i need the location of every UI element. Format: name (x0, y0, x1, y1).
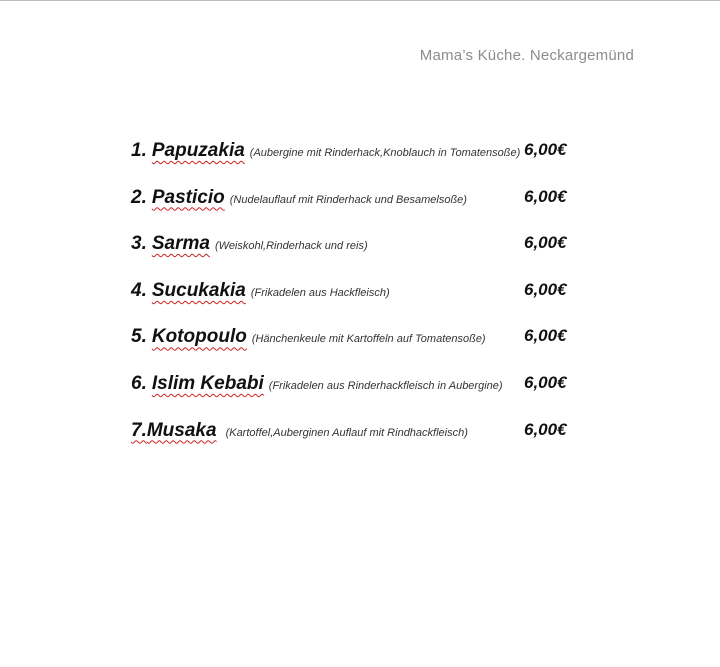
menu-item-number: 2. (131, 186, 147, 208)
menu-item-price: 6,00€ (524, 372, 567, 392)
page-header: Mama’s Küche. Neckargemünd (419, 47, 634, 64)
menu-item-price: 6,00€ (524, 419, 567, 439)
menu-item-description: (Frikadelen aus Hackfleisch) (250, 286, 390, 299)
menu-item-price: 6,00€ (524, 233, 567, 253)
menu-item (131, 326, 581, 373)
menu-item-name: Musaka (146, 419, 217, 441)
menu-item-name: Sarma (151, 233, 210, 255)
menu-item (131, 280, 581, 327)
menu-item-name: Islim Kebabi (151, 372, 264, 394)
menu-item-price: 6,00€ (524, 279, 567, 299)
menu-item-number: 4. (131, 279, 147, 301)
menu-item-price: 6,00€ (524, 326, 567, 346)
menu-item (131, 420, 581, 467)
menu-item-number: 1. (131, 140, 147, 161)
menu-item (131, 140, 581, 187)
menu-item (131, 187, 581, 234)
menu-item-description: (Nudelauflauf mit Rinderhack und Besamelsoße) (229, 193, 467, 206)
menu-item-description: (Kartoffel,Auberginen Auflauf mit Rindhackfleisch) (225, 426, 468, 439)
menu-item (131, 373, 581, 420)
menu-item-description: (Hänchenkeule mit Kartoffeln auf Tomatensoße) (251, 333, 486, 346)
menu-item-price: 6,00€ (524, 140, 567, 159)
menu-item-description: (Aubergine mit Rinderhack,Knoblauch in Tomatensoße) (249, 147, 521, 159)
menu-item-name: Kotopoulo (151, 326, 247, 348)
menu-item-name: Pasticio (151, 186, 225, 208)
menu-item-description: (Frikadelen aus Rinderhackfleisch in Aubergine) (268, 379, 503, 392)
menu-item-name: Sucukakia (151, 279, 246, 301)
menu-item-price: 6,00€ (524, 186, 567, 206)
menu-item (131, 233, 581, 280)
menu-item-number: 5. (131, 326, 147, 348)
menu-list (131, 140, 581, 466)
menu-item-description: (Weiskohl,Rinderhack und reis) (214, 240, 368, 253)
menu-item-number: 3. (131, 233, 147, 255)
page-top-border (0, 0, 720, 1)
menu-item-number: 7. (131, 419, 147, 441)
menu-item-number: 6. (131, 372, 147, 394)
menu-item-name: Papuzakia (151, 140, 245, 161)
